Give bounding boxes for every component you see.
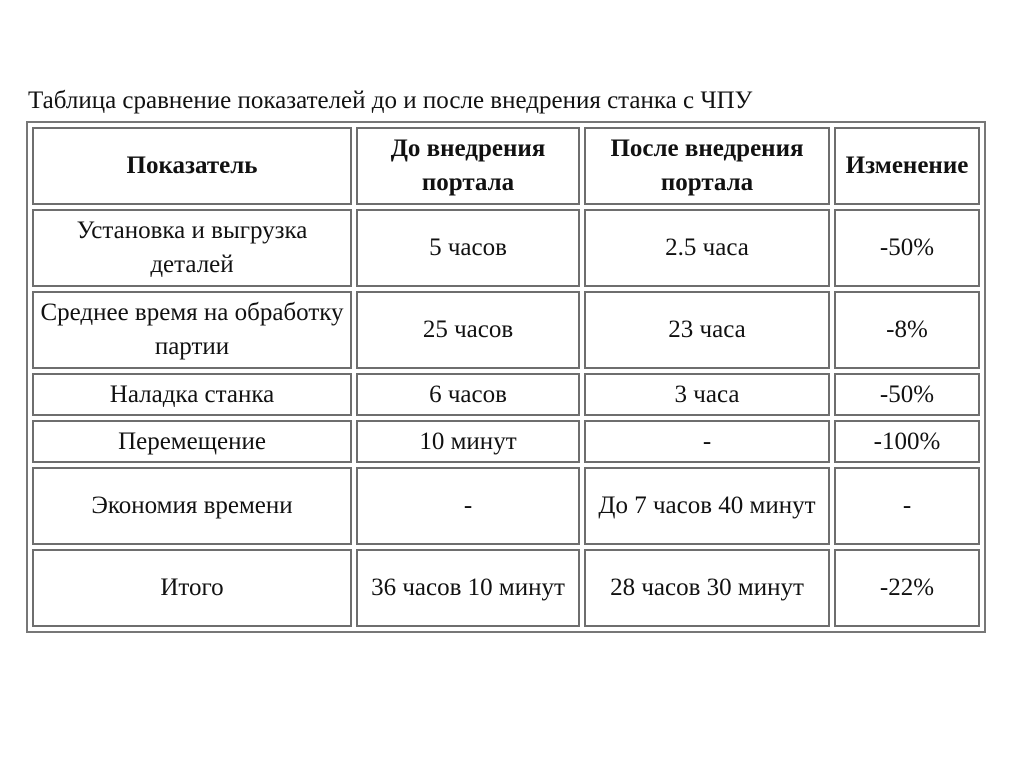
cell-change: -50% (834, 373, 980, 416)
cell-after: 28 часов 30 минут (584, 549, 830, 627)
cell-change: - (834, 467, 980, 545)
table-row (32, 420, 980, 463)
header-indicator: Показатель (32, 127, 352, 205)
table-row (32, 291, 980, 369)
header-change: Изменение (834, 127, 980, 205)
table-row (32, 373, 980, 416)
table-header-row (32, 127, 980, 205)
cell-indicator: Среднее время на обработку партии (32, 291, 352, 369)
table-row (32, 209, 980, 287)
comparison-table (26, 121, 986, 633)
cell-indicator: Установка и выгрузка деталей (32, 209, 352, 287)
cell-after: 3 часа (584, 373, 830, 416)
table-row (32, 549, 980, 627)
cell-after: 2.5 часа (584, 209, 830, 287)
cell-indicator: Наладка станка (32, 373, 352, 416)
cell-indicator: Экономия времени (32, 467, 352, 545)
cell-after: - (584, 420, 830, 463)
cell-before: 5 часов (356, 209, 580, 287)
cell-indicator: Итого (32, 549, 352, 627)
cell-change: -100% (834, 420, 980, 463)
cell-indicator: Перемещение (32, 420, 352, 463)
cell-change: -50% (834, 209, 980, 287)
cell-before: 10 минут (356, 420, 580, 463)
cell-before: 36 часов 10 минут (356, 549, 580, 627)
cell-before: 25 часов (356, 291, 580, 369)
cell-after: 23 часа (584, 291, 830, 369)
table-caption: Таблица сравнение показателей до и после внедрения станка с ЧПУ (28, 87, 753, 114)
cell-after: До 7 часов 40 минут (584, 467, 830, 545)
cell-change: -22% (834, 549, 980, 627)
cell-before: - (356, 467, 580, 545)
header-after: После внедрения портала (584, 127, 830, 205)
table-row (32, 467, 980, 545)
header-before: До внедрения портала (356, 127, 580, 205)
cell-change: -8% (834, 291, 980, 369)
cell-before: 6 часов (356, 373, 580, 416)
